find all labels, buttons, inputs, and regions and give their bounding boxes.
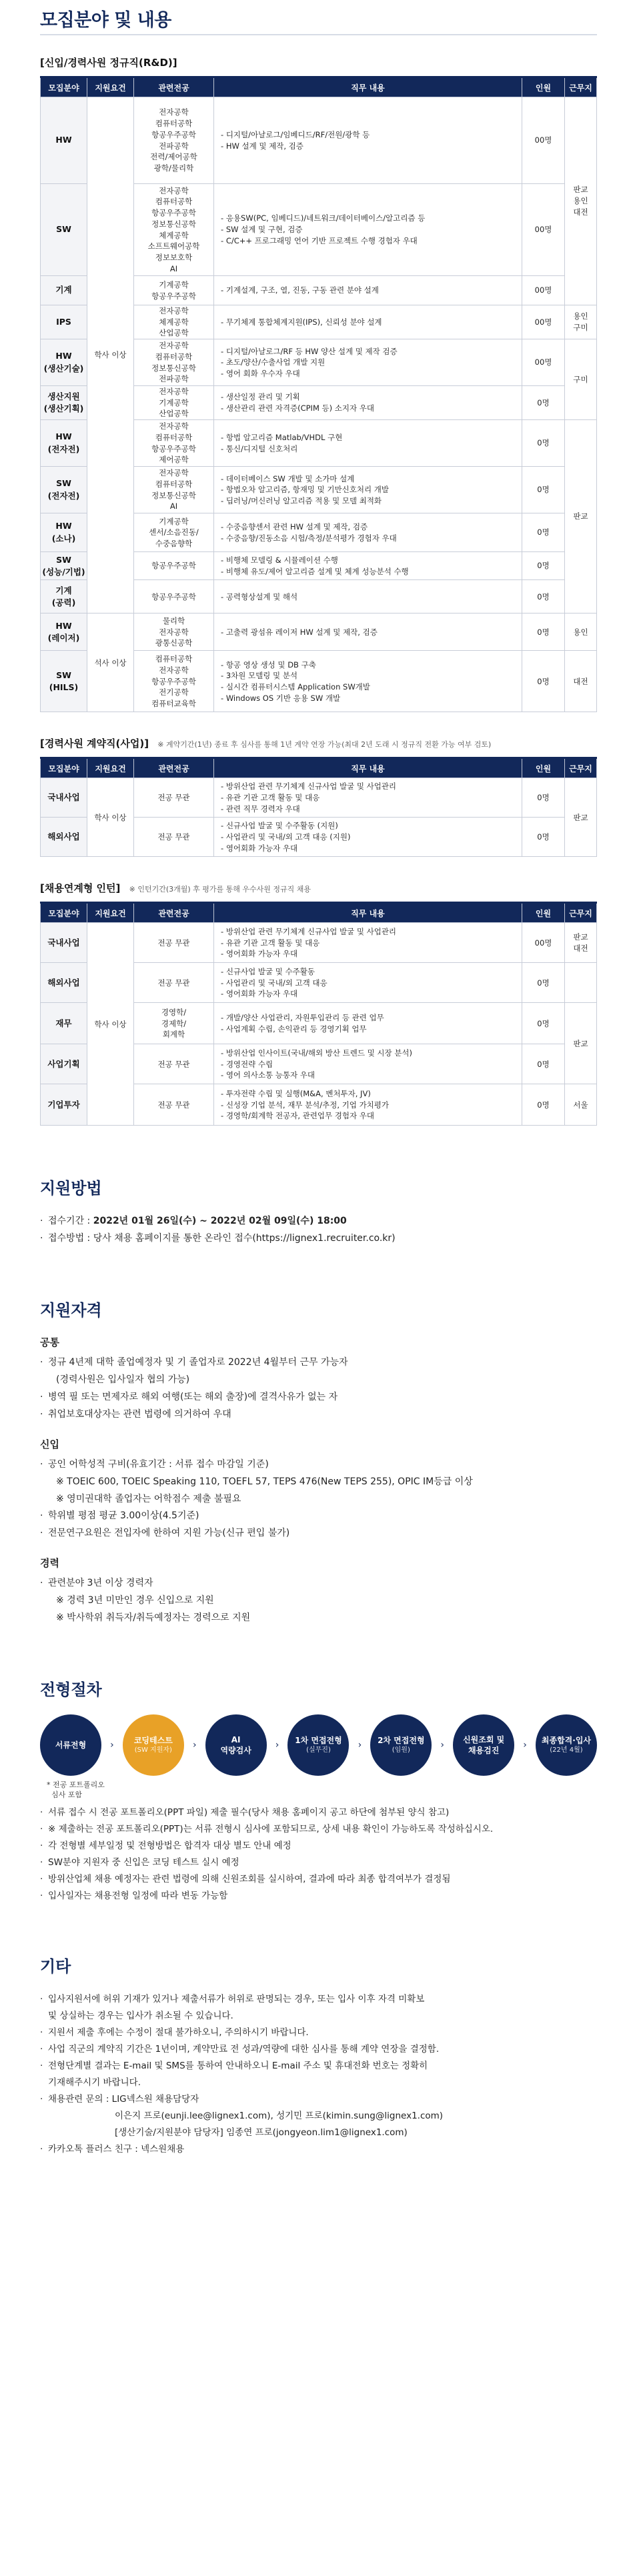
duty-item: - C/C++ 프로그래밍 언어 기반 프로젝트 수행 경험자 우대 [221,235,515,247]
headcount-cell: 0명 [522,613,565,651]
column-header: 근무지 [565,758,597,778]
qual-item: ※ 박사학위 취득자/취득예정자는 경력으로 지원 [56,1612,251,1623]
category-cell: 해외사업 [41,963,87,1003]
requirement-cell: 석사 이상 [87,613,134,712]
duty-item: - 영어 회화 우수자 우대 [221,368,515,379]
location-cell: 판교 [565,1003,597,1084]
apply-period: 2022년 01월 26일(수) ~ 2022년 02월 09일(수) 18:00 [93,1216,347,1227]
table2-note: ※ 계약기간(1년) 종료 후 심사를 통해 1년 계약 연장 가능(최대 2년 도래 시 정규직 전환 가능 여부 검토) [157,740,492,750]
duty-cell [214,97,522,184]
category-cell: 국내사업 [41,923,87,963]
headcount-cell: 00명 [522,184,565,276]
duty-item: - 3차원 모델링 및 분석 [221,670,515,682]
duty-list [221,521,515,543]
qual-list [40,1575,597,1627]
apply-item: · 접수기간 : 2022년 01월 26일(수) ~ 2022년 02월 09일(수) 18:00 [40,1213,597,1230]
column-header: 모집분야 [41,758,87,778]
apply-section [40,1175,597,1248]
column-header: 인원 [522,758,565,778]
major-cell: 전공 무관 [134,923,214,963]
category-cell: 국내사업 [41,778,87,818]
step-name: AI 역량검사 [220,1734,251,1755]
duty-list [221,627,515,638]
headcount-cell: 0명 [522,1044,565,1084]
qual-item: · 병역 필 또는 면제자로 해외 여행(또는 해외 출장)에 결격사유가 없는 자 [40,1389,597,1406]
duty-list [221,432,515,454]
major-cell: 전공 무관 [134,778,214,818]
step-name: 1차 면접전형 [295,1736,342,1746]
duty-item: - 사업관리 및 국내/외 고객 대응 [221,978,515,989]
duty-item: - 딥러닝/머신러닝 알고리즘 적용 및 모델 최적화 [221,495,515,507]
duty-list [221,473,515,507]
location-cell: 판교 용인 대전 [565,97,597,305]
duty-cell [214,276,522,305]
major-cell: 전공 무관 [134,818,214,857]
location-cell [565,963,597,1003]
column-header: 관련전공 [134,758,214,778]
etc-item: [생산기술/지원분야 담당자] 임종연 프로(jongyeon.lim1@lignex1.com) [115,2127,408,2139]
arrow-icon: › [275,1739,279,1750]
headcount-cell: 00명 [522,305,565,339]
process-note: · 방위산업체 채용 예정자는 관련 법령에 의해 신원조회를 실시하여, 결과에 따라 최종 합격여부가 결정됨 [40,1871,597,1888]
major-cell: 전자공학 컴퓨터공학 항공우주공학 정보통신공학 체계공학 소프트웨어공학 정보보호학 AI [134,184,214,276]
duty-item: - 경영전략 수립 [221,1059,515,1070]
section-header [40,5,597,35]
category-cell: HW (소나) [41,513,87,552]
duty-cell [214,386,522,420]
qual-group-title: 경력 [40,1557,59,1570]
etc-item: · 입사지원서에 허위 기재가 있거나 제출서류가 허위로 판명되는 경우, 또는 입사 이후 자격 미확보 [40,1991,597,2008]
duty-item: - 데이터베이스 SW 개발 및 소가마 설계 [221,473,515,485]
headcount-cell: 0명 [522,386,565,420]
table2-heading [40,736,597,750]
process-note: · 각 전형별 세부일정 및 전형방법은 합격자 대상 별도 안내 예정 [40,1838,597,1854]
duty-item: - 생산일정 관리 및 기획 [221,391,515,403]
duty-list [221,1088,515,1122]
duty-item: - 무기체계 통합체계지원(IPS), 신뢰성 분야 설계 [221,317,515,328]
category-cell: SW (성능/기법) [41,552,87,580]
duty-item: - 신규사업 발굴 및 수주활동 [221,966,515,978]
duty-list [221,391,515,413]
qual-item: ※ 경력 3년 미만인 경우 신입으로 지원 [56,1595,214,1606]
headcount-cell: 0명 [522,513,565,552]
category-cell: HW (생산기술) [41,339,87,386]
duty-item: - 통신/디지털 신호처리 [221,443,515,455]
requirement-cell: 학사 이상 [87,778,134,857]
duty-list [221,285,515,296]
duty-cell [214,467,522,513]
etc-section [40,1953,597,2158]
process-note: · SW분야 지원자 중 신입은 코딩 테스트 실시 예정 [40,1854,597,1871]
column-header: 인원 [522,903,565,923]
etc-item: · 카카오톡 플러스 친구 : 넥스원채용 [40,2141,597,2158]
process-footnote: * 전공 포트폴리오 심사 포함 [47,1780,105,1800]
category-cell: 재무 [41,1003,87,1044]
major-cell: 컴퓨터공학 전자공학 항공우주공학 전기공학 컴퓨터교육학 [134,651,214,712]
duty-list [221,820,515,854]
duty-cell [214,339,522,386]
duty-cell [214,818,522,857]
major-cell: 전자공학 컴퓨터공학 항공우주공학 제어공학 [134,420,214,467]
duty-item: - 항법 알고리즘 Matlab/VHDL 구현 [221,432,515,443]
headcount-cell: 00명 [522,97,565,184]
step-sub: (실무진) [306,1746,331,1754]
duty-item: - 유관 기관 고객 활동 및 대응 [221,938,515,949]
duty-cell [214,513,522,552]
process-note: · 입사일자는 채용전형 일정에 따라 변동 가능함 [40,1888,597,1904]
column-header: 지원요건 [87,903,134,923]
duty-cell [214,1003,522,1044]
location-cell: 구미 [565,339,597,420]
qual-item: · 정규 4년제 대학 졸업예정자 및 기 졸업자로 2022년 4월부터 근무 가능자 [40,1354,597,1372]
category-cell: SW [41,184,87,276]
major-cell: 기계공학 센서/소음진동/ 수중음향학 [134,513,214,552]
duty-item: - 항법오차 알고리즘, 항재밍 및 기만신호처리 개발 [221,484,515,495]
etc-item: 기재해주시기 바랍니다. [48,2077,141,2089]
column-header: 근무지 [565,903,597,923]
arrow-icon: › [440,1739,445,1750]
arrow-icon: › [358,1739,362,1750]
column-header: 직무 내용 [214,903,522,923]
column-header: 지원요건 [87,77,134,97]
major-cell: 전자공학 컴퓨터공학 정보통신공학 전파공학 [134,339,214,386]
column-header: 모집분야 [41,903,87,923]
table2 [40,757,597,857]
etc-list [40,1991,597,2158]
table3 [40,902,597,1126]
table-row [41,923,597,963]
qual-title: 지원자격 [40,1301,102,1320]
column-header: 직무 내용 [214,758,522,778]
duty-item: - 영어 의사소통 능통자 우대 [221,1070,515,1081]
category-cell: 기계 (공력) [41,580,87,613]
apply-title: 지원방법 [40,1179,102,1198]
duty-cell [214,420,522,467]
qual-item: · 전문연구요원은 전입자에 한하여 지원 가능(신규 편입 불가) [40,1525,597,1542]
duty-list [221,213,515,246]
location-cell: 용인 구미 [565,305,597,339]
major-cell: 전공 무관 [134,1044,214,1084]
major-cell: 항공우주공학 [134,552,214,580]
arrow-icon: › [110,1739,114,1750]
duty-cell [214,613,522,651]
duty-item: - 초도/양산/수출사업 개발 지원 [221,357,515,368]
column-header: 지원요건 [87,758,134,778]
step-name: 서류전형 [55,1740,87,1750]
table3-note: ※ 인턴기간(3개월) 후 평가를 통해 우수사원 정규직 채용 [129,885,311,894]
headcount-cell: 0명 [522,818,565,857]
duty-item: - 관련 직무 경력자 우대 [221,804,515,815]
etc-item: · 채용관련 문의 : LIG넥스원 채용담당자 [40,2091,597,2108]
category-cell: IPS [41,305,87,339]
apply-item: · 접수방법 : 당사 채용 홈페이지를 통한 온라인 접수(https://lignex1.recruiter.co.kr) [40,1230,597,1248]
qual-item: ※ TOEIC 600, TOEIC Speaking 110, TOEFL 57, TEPS 476(New TEPS 255), OPIC IM등급 이상 [56,1476,473,1487]
duty-list [221,966,515,1000]
page-title: 모집분야 및 내용 [40,10,171,31]
major-cell: 항공우주공학 [134,580,214,613]
headcount-cell: 0명 [522,778,565,818]
major-cell: 전공 무관 [134,1084,214,1126]
duty-cell [214,1044,522,1084]
duty-list [221,129,515,151]
duty-item: - 수중음향/진동소음 시험/측정/분석평가 경험자 우대 [221,533,515,544]
duty-item: - 신규사업 발굴 및 수주활동 (지원) [221,820,515,832]
category-cell: HW (레이저) [41,613,87,651]
duty-cell [214,1084,522,1126]
duty-list [221,555,515,577]
duty-item: - 생산관리 관련 자격증(CPIM 등) 소지자 우대 [221,403,515,414]
table-row [41,778,597,818]
duty-item: - 영어회화 가능자 우대 [221,843,515,854]
process-notes [40,1804,597,1904]
column-header: 관련전공 [134,903,214,923]
duty-cell [214,778,522,818]
duty-list [221,1012,515,1034]
step-name: 신원조회 및 채용검진 [463,1734,505,1755]
headcount-cell: 00명 [522,276,565,305]
step-sub: (22년 4월) [550,1746,583,1754]
table1-title: [신입/경력사원 정규직(R&D)] [40,57,177,69]
location-cell: 서울 [565,1084,597,1126]
qual-group-title: 신입 [40,1438,59,1450]
duty-item: - 비행체 모델링 & 시뮬레이션 수행 [221,555,515,566]
table1 [40,76,597,712]
duty-item: - 항공 영상 생성 및 DB 구축 [221,660,515,671]
table3-heading [40,881,597,895]
qual-item: (경력사원은 입사일자 협의 가능) [56,1374,190,1386]
category-cell: HW (전자전) [41,420,87,467]
duty-item: - 사업관리 및 국내/외 고객 대응 (지원) [221,832,515,843]
arrow-icon: › [192,1739,197,1750]
process-steps [40,1714,597,1776]
process-step [536,1714,597,1776]
qual-item: · 학위별 평점 평균 3.00이상(4.5기준) [40,1508,597,1525]
duty-item: - 영어회화 가능자 우대 [221,948,515,960]
duty-list [221,1048,515,1081]
location-cell: 판교 [565,778,597,857]
major-cell: 전자공학 컴퓨터공학 정보통신공학 AI [134,467,214,513]
duty-item: - 경영학/회계학 전공자, 관련업무 경험자 우대 [221,1110,515,1122]
column-header: 직무 내용 [214,77,522,97]
headcount-cell: 0명 [522,580,565,613]
category-cell: 사업기획 [41,1044,87,1084]
qual-section [40,1297,597,1627]
category-cell: 기계 [41,276,87,305]
duty-item: - 실시간 컴퓨터시스템 Application SW개발 [221,682,515,693]
qual-item: · 공인 어학성적 구비(유효기간 : 서류 접수 마감일 기준) [40,1456,597,1474]
table-row [41,613,597,651]
duty-item: - 개발/양산 사업관리, 자원투입관리 등 관련 업무 [221,1012,515,1024]
etc-title: 기타 [40,1957,71,1977]
step-name: 2차 면접전형 [378,1736,425,1746]
major-cell: 물리학 전자공학 광통신공학 [134,613,214,651]
category-cell: SW (HILS) [41,651,87,712]
category-cell: 생산지원 (생산기획) [41,386,87,420]
process-note: · 서류 접수 시 전공 포트폴리오(PPT 파일) 제출 필수(당사 채용 홈페이지 공고 하단에 첨부된 양식 참고) [40,1804,597,1821]
step-name: 최종합격·입사 [541,1736,592,1746]
duty-list [221,926,515,960]
headcount-cell: 0명 [522,1084,565,1126]
duty-item: - 방위산업 관련 무기체계 신규사업 발굴 및 사업관리 [221,781,515,792]
duty-item: - 방위산업 관련 무기체계 신규사업 발굴 및 사업관리 [221,926,515,938]
headcount-cell: 0명 [522,552,565,580]
duty-item: - 투자전략 수립 및 실행(M&A, 벤처투자, JV) [221,1088,515,1100]
process-step [123,1714,184,1776]
headcount-cell: 00명 [522,339,565,386]
headcount-cell: 0명 [522,1003,565,1044]
category-cell: 해외사업 [41,818,87,857]
location-cell: 용인 [565,613,597,651]
process-title: 전형절차 [40,1680,102,1699]
duty-cell [214,184,522,276]
duty-item: - 사업계획 수립, 손익관리 등 경영기획 업무 [221,1024,515,1035]
duty-item: - 고출력 광섬유 레이저 HW 설계 및 제작, 검증 [221,627,515,638]
category-cell: SW (전자전) [41,467,87,513]
duty-cell [214,552,522,580]
headcount-cell: 0명 [522,420,565,467]
duty-cell [214,305,522,339]
duty-item: - Windows OS 기반 응용 SW 개발 [221,693,515,704]
step-name: 코딩테스트 [133,1736,173,1746]
major-cell: 경영학/ 경제학/ 회계학 [134,1003,214,1044]
etc-item: 및 상실하는 경우는 입사가 취소될 수 있습니다. [48,2011,233,2022]
duty-item: - 방위산업 인사이트(국내/해외 방산 트렌드 및 시장 분석) [221,1048,515,1059]
location-cell: 판교 대전 [565,923,597,963]
duty-item: - 수중음향센서 관련 HW 설계 및 제작, 검증 [221,521,515,533]
headcount-cell: 00명 [522,923,565,963]
arrow-icon: › [523,1739,527,1750]
step-sub: (SW 지원자) [134,1746,172,1754]
duty-cell [214,580,522,613]
category-cell: 기업투자 [41,1084,87,1126]
column-header: 관련전공 [134,77,214,97]
duty-list [221,591,515,603]
etc-item: · 지원서 제출 후에는 수정이 절대 불가하오니, 주의하시기 바랍니다. [40,2025,597,2041]
category-cell: HW [41,97,87,184]
duty-item: - 디지털/아날로그/임베디드/RF/전원/광학 등 [221,129,515,141]
duty-item: - 영어회화 가능자 우대 [221,988,515,1000]
duty-item: - 응용SW(PC, 임베디드)/네트워크/데이터베이스/알고리즘 등 [221,213,515,224]
process-step [453,1714,514,1776]
etc-item: · 전형단계별 결과는 E-mail 및 SMS를 통하여 안내하오니 E-mail 주소 및 휴대전화 번호는 정확히 [40,2058,597,2075]
qual-item: ※ 영미권대학 졸업자는 어학점수 제출 불필요 [56,1493,241,1504]
table3-title: [채용연계형 인턴] [40,882,121,895]
duty-item: - 비행체 유도/제어 알고리즘 설계 및 체계 성능분석 수행 [221,566,515,577]
duty-item: - 신성장 기업 분석, 재무 분석/추정, 기업 가치평가 [221,1100,515,1111]
headcount-cell: 0명 [522,467,565,513]
major-cell: 전자공학 컴퓨터공학 항공우주공학 전파공학 전력/제어공학 광학/물리학 [134,97,214,184]
duty-item: - 유관 기관 고객 활동 및 대응 [221,792,515,804]
major-cell: 전공 무관 [134,963,214,1003]
apply-list [40,1213,597,1248]
requirement-cell: 학사 이상 [87,923,134,1126]
step-sub: (임원) [392,1746,410,1754]
qual-item: · 관련분야 3년 이상 경력자 [40,1575,597,1592]
headcount-cell: 0명 [522,963,565,1003]
major-cell: 기계공학 항공우주공학 [134,276,214,305]
column-header: 인원 [522,77,565,97]
duty-item: - HW 설계 및 제작, 검증 [221,141,515,152]
qual-group-title: 공통 [40,1336,59,1349]
requirement-cell: 학사 이상 [87,97,134,613]
duty-list [221,660,515,704]
duty-cell [214,651,522,712]
qual-list [40,1354,597,1424]
duty-item: - 기계설계, 구조, 열, 진동, 구동 관련 분야 설계 [221,285,515,296]
column-header: 모집분야 [41,77,87,97]
process-note: · ※ 제출하는 전공 포트폴리오(PPT)는 서류 전형시 심사에 포함되므로, 상세 내용 확인이 가능하도록 작성하십시오. [40,1821,597,1838]
major-cell: 전자공학 기계공학 산업공학 [134,386,214,420]
etc-item: · 사업 직군의 계약직 기간은 1년이며, 계약만료 전 성과/역량에 대한 심사를 통해 계약 연장을 결정함. [40,2041,597,2058]
process-step [370,1714,432,1776]
headcount-cell: 0명 [522,651,565,712]
process-step [287,1714,349,1776]
duty-item: - 디지털/아날로그/RF 등 HW 양산 설계 및 제작 검증 [221,346,515,357]
duty-cell [214,963,522,1003]
duty-cell [214,923,522,963]
duty-item: - SW 설계 및 구현, 검증 [221,224,515,235]
location-cell: 판교 [565,420,597,613]
duty-list [221,346,515,379]
process-section [40,1676,597,1904]
process-step [205,1714,267,1776]
column-header: 근무지 [565,77,597,97]
duty-list [221,317,515,328]
table-row [41,97,597,184]
process-step [40,1714,101,1776]
etc-item: 이은지 프로(eunji.lee@lignex1.com), 성기민 프로(kimin.sung@lignex1.com) [115,2111,444,2122]
location-cell: 대전 [565,651,597,712]
table2-title: [경력사원 계약직(사업)] [40,738,149,750]
major-cell: 전자공학 체계공학 산업공학 [134,305,214,339]
qual-item: · 취업보호대상자는 관련 법령에 의거하여 우대 [40,1406,597,1424]
duty-item: - 공력형상설계 및 해석 [221,591,515,603]
qual-list [40,1456,597,1542]
duty-list [221,781,515,814]
